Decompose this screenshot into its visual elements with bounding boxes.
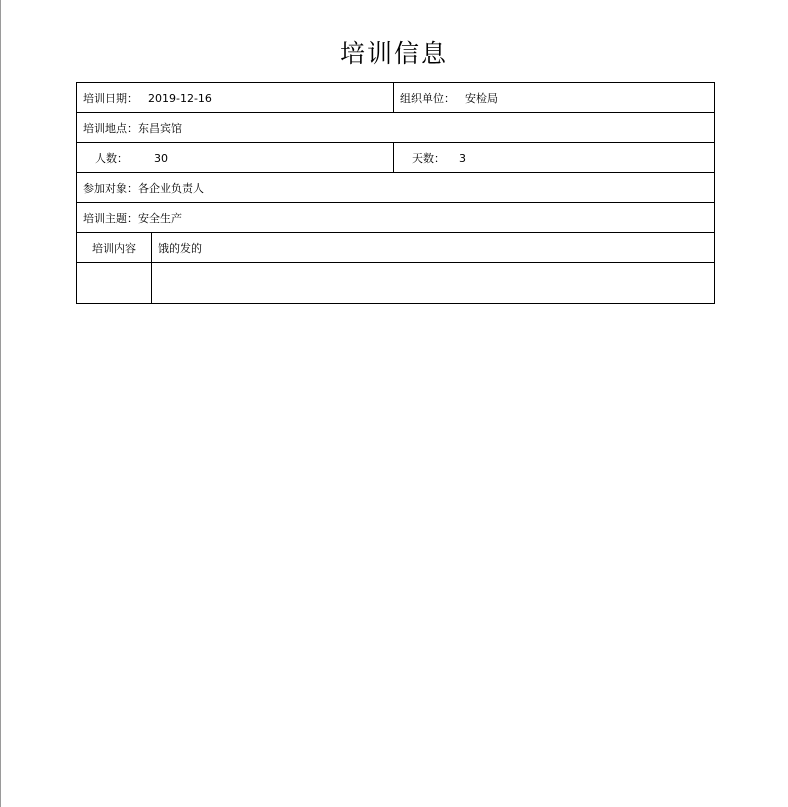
content-label: 培训内容 (77, 233, 152, 263)
row-count-days (77, 143, 715, 173)
date-value: 2019-12-16 (148, 91, 212, 105)
audience-value: 各企业负责人 (138, 181, 204, 195)
row-date-org (77, 83, 715, 113)
row-content (77, 233, 715, 263)
audience-cell (77, 173, 715, 203)
row-audience (77, 173, 715, 203)
count-cell (77, 143, 394, 173)
days-label: 天数： (412, 151, 445, 165)
org-label: 组织单位： (400, 91, 455, 105)
org-value: 安检局 (465, 91, 498, 105)
content-value: 饿的发的 (152, 233, 715, 263)
page-title: 培训信息 (339, 39, 448, 68)
days-value: 3 (459, 151, 466, 165)
days-cell (394, 143, 715, 173)
topic-label: 培训主题： (83, 211, 138, 225)
row-topic (77, 203, 715, 233)
count-value: 30 (154, 151, 168, 165)
row-location (77, 113, 715, 143)
audience-label: 参加对象： (83, 181, 138, 195)
footer-value-cell (152, 263, 715, 304)
location-value: 东昌宾馆 (138, 121, 182, 135)
location-label: 培训地点： (83, 121, 138, 135)
count-label: 人数： (95, 151, 128, 165)
location-cell (77, 113, 715, 143)
row-footer (77, 263, 715, 304)
training-info-table (76, 82, 715, 304)
org-cell (394, 83, 715, 113)
page-left-border (0, 0, 1, 807)
date-label: 培训日期： (83, 91, 138, 105)
topic-value: 安全生产 (138, 211, 182, 225)
date-cell (77, 83, 394, 113)
footer-label-cell (77, 263, 152, 304)
topic-cell (77, 203, 715, 233)
